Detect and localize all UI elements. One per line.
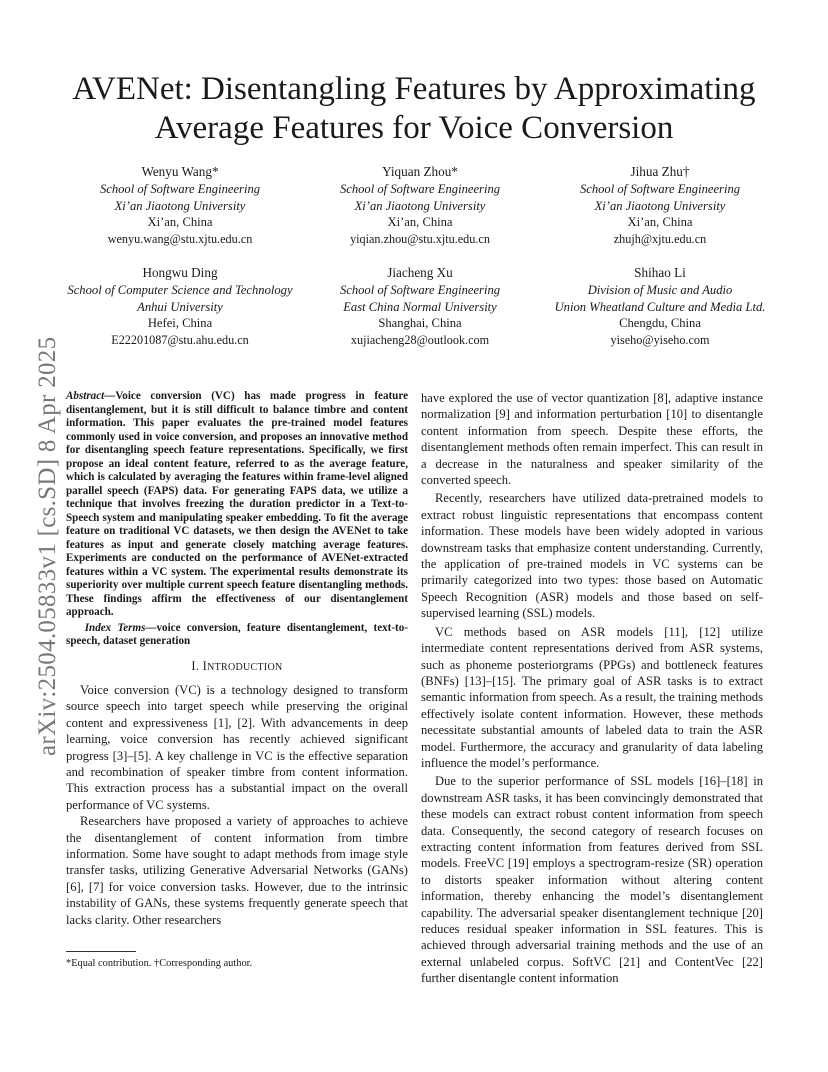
author-univ: Anhui University (137, 299, 223, 314)
author-univ: Xi’an Jiaotong University (114, 198, 246, 213)
author-dept: Division of Music and Audio (587, 282, 733, 297)
author-univ: Xi’an Jiaotong University (594, 198, 726, 213)
author-name: Yiquan Zhou* (382, 164, 458, 179)
author-name: Wenyu Wang* (141, 164, 219, 179)
author-name: Jihua Zhu† (630, 164, 690, 179)
title-line-2: Average Features for Voice Conversion (154, 110, 674, 146)
author-city: Shanghai, China (378, 316, 462, 331)
section-number: I. I (191, 658, 208, 673)
footnote-rule (66, 951, 136, 952)
author-card (540, 265, 780, 349)
author-card (60, 265, 300, 349)
index-terms-text: —voice conversion, feature disentanglement, text-to-speech, dataset generation (66, 621, 408, 647)
author-name: Hongwu Ding (142, 264, 218, 280)
author-email[interactable]: yiseho@yiseho.com (610, 333, 710, 348)
author-city: Xi’an, China (627, 215, 693, 230)
author-email[interactable]: yiqian.zhou@stu.xjtu.edu.cn (350, 232, 490, 247)
author-dept: School of Software Engineering (339, 181, 501, 196)
left-column (66, 390, 408, 928)
abstract-lead: Abstract— (66, 390, 116, 402)
author-univ: East China Normal University (343, 299, 497, 314)
abstract (66, 390, 408, 620)
author-dept: School of Software Engineering (99, 181, 261, 196)
right-column (421, 390, 763, 987)
author-dept: School of Computer Science and Technology (67, 282, 293, 297)
author-row-2 (60, 265, 780, 349)
author-card (540, 164, 780, 248)
body-paragraph: VC methods based on ASR models [11], [12] utilize intermediate content representations derived from ASR systems, such as phoneme posteriorgrams (PPGs) and bottleneck features (BNFs) [13]–[15]. The primary goal of ASR tasks is to extract semantic information from speech. As a result, the training methods effectively isolate content information. However, these methods necessitate substantial amounts of labeled data to train the ASR model. Furthermore, the accuracy and granularity of data labeling influence the model’s performance. (421, 624, 763, 770)
author-dept: School of Software Engineering (579, 181, 741, 196)
author-city: Xi’an, China (147, 215, 213, 230)
title-line-1: AVENet: Disentangling Features by Approximating (72, 71, 756, 107)
author-block (60, 164, 780, 349)
author-city: Chengdu, China (619, 316, 701, 331)
section-heading-introduction (66, 658, 408, 676)
section-name: NTRODUCTION (207, 661, 283, 673)
author-city: Hefei, China (147, 316, 213, 331)
arxiv-sidebar (14, 296, 61, 756)
arxiv-identifier: arXiv:2504.05833v1 [cs.SD] 8 Apr 2025 (34, 336, 61, 756)
body-paragraph: Recently, researchers have utilized data-pretrained models to extract robust linguistic representations that encompass content information. These models have been widely adopted in various downstream tasks that emphasize content understanding. Currently, the application of pre-trained models in VC systems can be primarily categorized into two types: those based on Automatic Speech Recognition (ASR) models and those based on self-supervised learning (SSL) models. (421, 491, 763, 621)
author-name: Jiacheng Xu (387, 264, 453, 280)
paper-title (0, 70, 828, 148)
index-terms (66, 622, 408, 649)
abstract-text: Voice conversion (VC) has made progress in feature disentanglement, but it is still difficult to balance timbre and content information. This paper evaluates the pre-trained model features commonly used in voice conversion, and proposes an innovative method for disentangling speech feature representations. Specifically, we first propose an ideal content feature, referred to as the average feature, which is calculated by averaging the features within frame-level aligned parallel speech (FAPS) data. For generating FAPS data, we utilize a technique that involves freezing the duration predictor in a Text-to-Speech system and manipulating speaker embedding. To fit the average feature on traditional VC datasets, we then design the AVENet to take features as input and generate closely matching average features. Experiments are conducted on the performance of AVENet-extracted features within a VC system. The experimental results demonstrate its superiority over multiple current speech feature disentangling methods. These findings affirm the effectiveness of our disentanglement approach. (66, 390, 408, 618)
author-email[interactable]: xujiacheng28@outlook.com (350, 333, 490, 348)
author-email[interactable]: zhujh@xjtu.edu.cn (613, 232, 707, 247)
author-card (300, 164, 540, 248)
footnote: *Equal contribution. †Corresponding author. (66, 958, 253, 969)
author-dept: School of Software Engineering (339, 282, 501, 297)
author-univ: Union Wheatland Culture and Media Ltd. (554, 299, 766, 314)
body-paragraph: have explored the use of vector quantization [8], adaptive instance normalization [9] and information perturbation [10] to disentangle content information from speech. Despite these efforts, the disentanglement methods often remain imperfect. This can result in a decrease in the naturalness and speaker similarity of the converted speech. (421, 391, 763, 488)
body-paragraph: Researchers have proposed a variety of approaches to achieve the disentanglement of content information from timbre information. Some have sought to adapt methods from image style transfer tasks, utilizing Generative Adversarial Networks (GANs) [6], [7] for voice conversion tasks. However, due to the intrinsic instability of GANs, these systems frequently generate speech that lacks clarity. Other researchers (66, 814, 408, 927)
author-email[interactable]: wenyu.wang@stu.xjtu.edu.cn (107, 232, 253, 247)
index-terms-lead: Index Terms (84, 621, 146, 634)
author-name: Shihao Li (634, 264, 686, 280)
body-paragraph: Voice conversion (VC) is a technology designed to transform source speech into target speech while preserving the original content and expressiveness [1], [2]. With advancements in deep learning, voice conversion has recently achieved significant progress [3]–[5]. A key challenge in VC is the effective separation and recombination of speaker timbre from content information. This extraction process has a substantial impact on the overall performance of VC systems. (66, 682, 408, 812)
author-card (60, 164, 300, 248)
author-univ: Xi’an Jiaotong University (354, 198, 486, 213)
author-email[interactable]: E22201087@stu.ahu.edu.cn (111, 333, 249, 348)
author-row-1 (60, 164, 780, 248)
author-city: Xi’an, China (387, 215, 453, 230)
author-card (300, 265, 540, 349)
body-paragraph: Due to the superior performance of SSL models [16]–[18] in downstream ASR tasks, it has been convincingly demonstrated that these models can extract robust content information from speech data. Consequently, the second category of research focuses on extracting content information from features derived from SSL models. FreeVC [19] employs a spectrogram-resize (SR) operation to distorts speaker information without altering content information, thereby enhancing the model’s disentanglement capability. The adversarial speaker disentanglement technique [20] reduces residual speaker information in SSL features. This is achieved through adversarial training methods and the use of an external unlabeled corpus. SoftVC [21] and ContentVec [22] further disentangle content information (421, 774, 763, 986)
